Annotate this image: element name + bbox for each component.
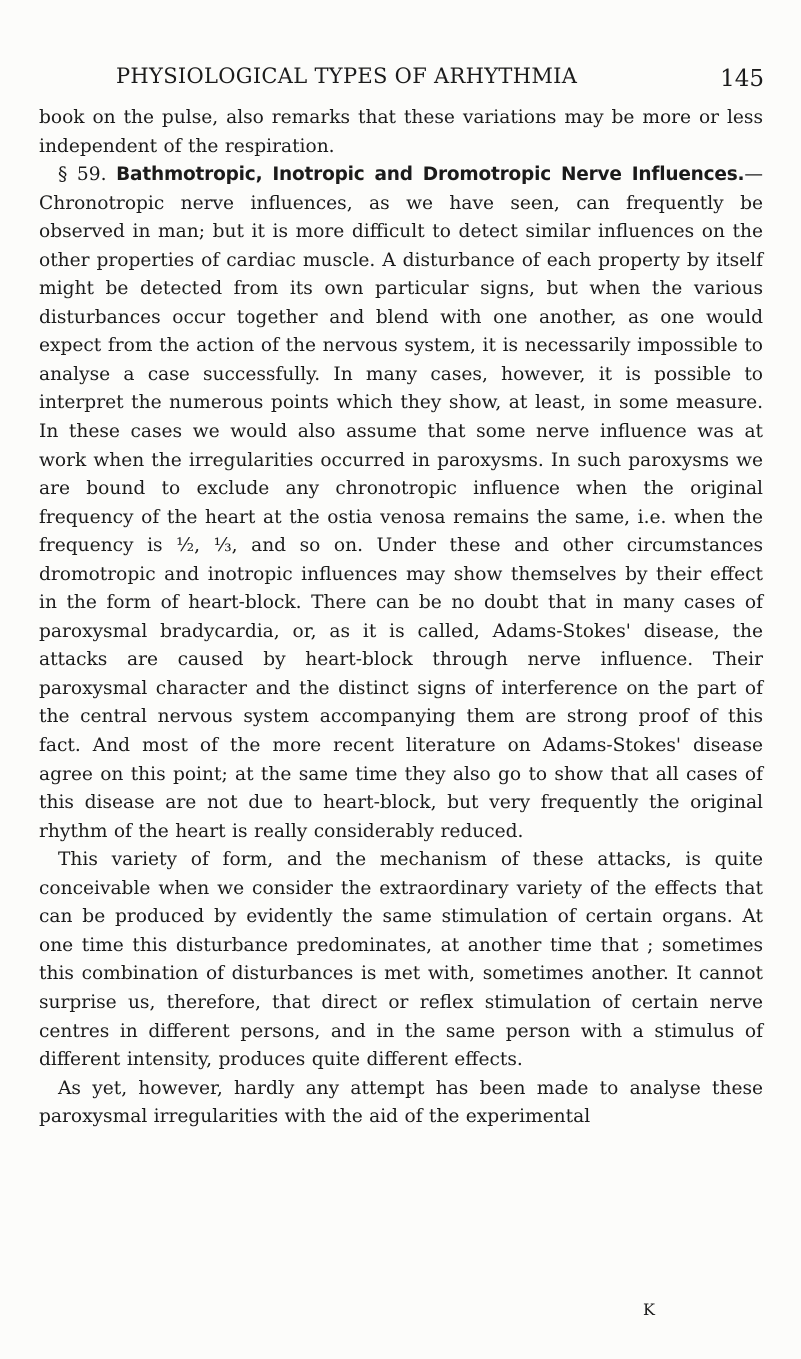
running-head: PHYSIOLOGICAL TYPES OF ARHYTHMIA — [116, 64, 578, 88]
section-body: —Chronotropic nerve influences, as we have seen, can frequently be observed in man; but it is more difficult to detect similar influences on the other properties of cardiac muscle. A disturbance of each property by itself might be detected from its own particular signs, but when the various disturbances occur together and blend with one another, as one would expect from the action of the nervous system, it is necessarily impossible to analyse a case successfully. In many cases, however, it is possible to interpret the numerous points which they show, at least, in some measure. In these cases we would also assume that some nerve influence was at work when the irregularities occurred in paroxysms. In such paroxysms we are bound to exclude any chronotropic influence when the original frequency of the heart at the ostia venosa remains the same, i.e. when the frequency is ½, ⅓, and so on. Under these and other circumstances dromotropic and inotropic influences may show themselves by their effect in the form of heart-block. There can be no doubt that in many cases of paroxysmal bradycardia, or, as it is called, Adams-Stokes' disease, the attacks are caused by heart-block through nerve influence. Their paroxysmal character and the distinct signs of interference on the part of the central nervous system accompanying them are strong proof of this fact. And most of the more recent literature on Adams-Stokes' disease agree on this point; at the same time they also go to show that all cases of this disease are not due to heart-block, but very frequently the original rhythm of the heart is really considerably reduced. — [39, 164, 763, 842]
page-number: 145 — [720, 66, 764, 92]
paragraph-variety-of-form: This variety of form, and the mechanism of these attacks, is quite conceivable when we consider the extraordinary variety of the effects that can be produced by evidently the same stimulation of certain organs. At one time this disturbance predominates, at another time that ; sometimes this combination of disturbances is met with, sometimes another. It cannot surprise us, therefore, that direct or reflex stimulation of certain nerve centres in different persons, and in the same person with a stimulus of different intensity, produces quite different effects. — [39, 849, 763, 1071]
paragraph-as-yet: As yet, however, hardly any attempt has been made to analyse these paroxysmal irregularities with the aid of the experimental — [39, 1077, 763, 1128]
paragraph-continuation: book on the pulse, also remarks that these variations may be more or less independent of the respiration. — [39, 107, 763, 157]
signature-mark: K — [643, 1300, 655, 1319]
section-number: § 59. — [58, 164, 107, 186]
body-text — [39, 104, 763, 1132]
paragraph-section-59 — [39, 161, 763, 846]
section-heading: Bathmotropic, Inotropic and Dromotropic Nerve Influences. — [116, 164, 745, 186]
